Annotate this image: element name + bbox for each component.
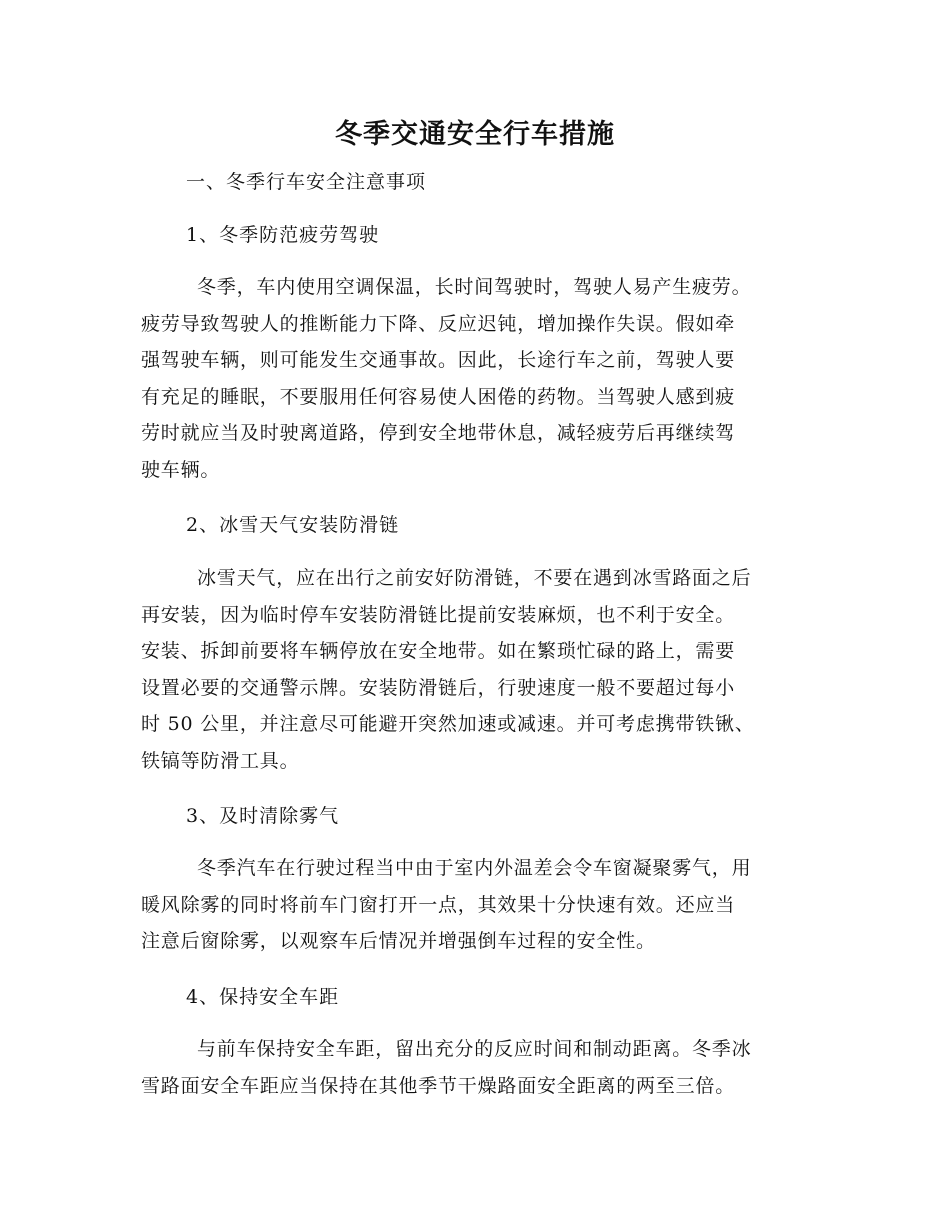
paragraph-line: 雪路面安全车距应当保持在其他季节干燥路面安全距离的两至三倍。 xyxy=(141,1074,736,1097)
paragraph-fatigue xyxy=(141,269,813,488)
paragraph-line: 安装、拆卸前要将车辆停放在安全地带。如在繁琐忙碌的路上，需要 xyxy=(141,640,736,662)
item-heading-defog: 3、及时清除雾气 xyxy=(186,805,340,827)
paragraph-line: 时 50 公里，并注意尽可能避开突然加速或减速。并可考虑携带铁锹、 xyxy=(141,713,755,735)
section-heading: 一、冬季行车安全注意事项 xyxy=(186,171,427,193)
paragraph-line: 冰雪天气，应在出行之前安好防滑链，不要在遇到冰雪路面之后 xyxy=(197,567,752,589)
paragraph-line: 与前车保持安全车距，留出充分的反应时间和制动距离。冬季冰 xyxy=(197,1038,752,1060)
paragraph-snow-chains xyxy=(141,560,813,779)
item-heading-distance: 4、保持安全车距 xyxy=(186,986,340,1008)
paragraph-line: 劳时就应当及时驶离道路，停到安全地带休息，减轻疲劳后再继续驾 xyxy=(141,422,736,444)
item-heading-fatigue: 1、冬季防范疲劳驾驶 xyxy=(186,224,380,246)
paragraph-line: 驶车辆。 xyxy=(141,458,221,481)
paragraph-line: 冬季汽车在行驶过程当中由于室内外温差会令车窗凝聚雾气，用 xyxy=(197,857,752,879)
paragraph-line: 注意后窗除雾，以观察车后情况并增强倒车过程的安全性。 xyxy=(141,930,656,952)
paragraph-line: 再安装，因为临时停车安装防滑链比提前安装麻烦，也不利于安全。 xyxy=(141,603,736,626)
paragraph-line: 铁镐等防滑工具。 xyxy=(141,749,300,772)
paragraph-line: 冬季，车内使用空调保温，长时间驾驶时，驾驶人易产生疲劳。 xyxy=(197,276,752,298)
paragraph-distance xyxy=(141,1031,813,1104)
document-title: 冬季交通安全行车措施 xyxy=(335,119,615,150)
paragraph-line: 暖风除雾的同时将前车门窗打开一点，其效果十分快速有效。还应当 xyxy=(141,893,736,916)
item-heading-snow-chains: 2、冰雪天气安装防滑链 xyxy=(186,514,400,536)
paragraph-defog xyxy=(141,850,813,960)
paragraph-line: 有充足的睡眠，不要服用任何容易使人困倦的药物。当驾驶人感到疲 xyxy=(141,385,736,408)
paragraph-line: 强驾驶车辆，则可能发生交通事故。因此，长途行车之前，驾驶人要 xyxy=(141,349,736,371)
paragraph-line: 设置必要的交通警示牌。安装防滑链后，行驶速度一般不要超过每小 xyxy=(141,676,736,699)
paragraph-line: 疲劳导致驾驶人的推断能力下降、反应迟钝，增加操作失误。假如牵 xyxy=(141,312,736,335)
